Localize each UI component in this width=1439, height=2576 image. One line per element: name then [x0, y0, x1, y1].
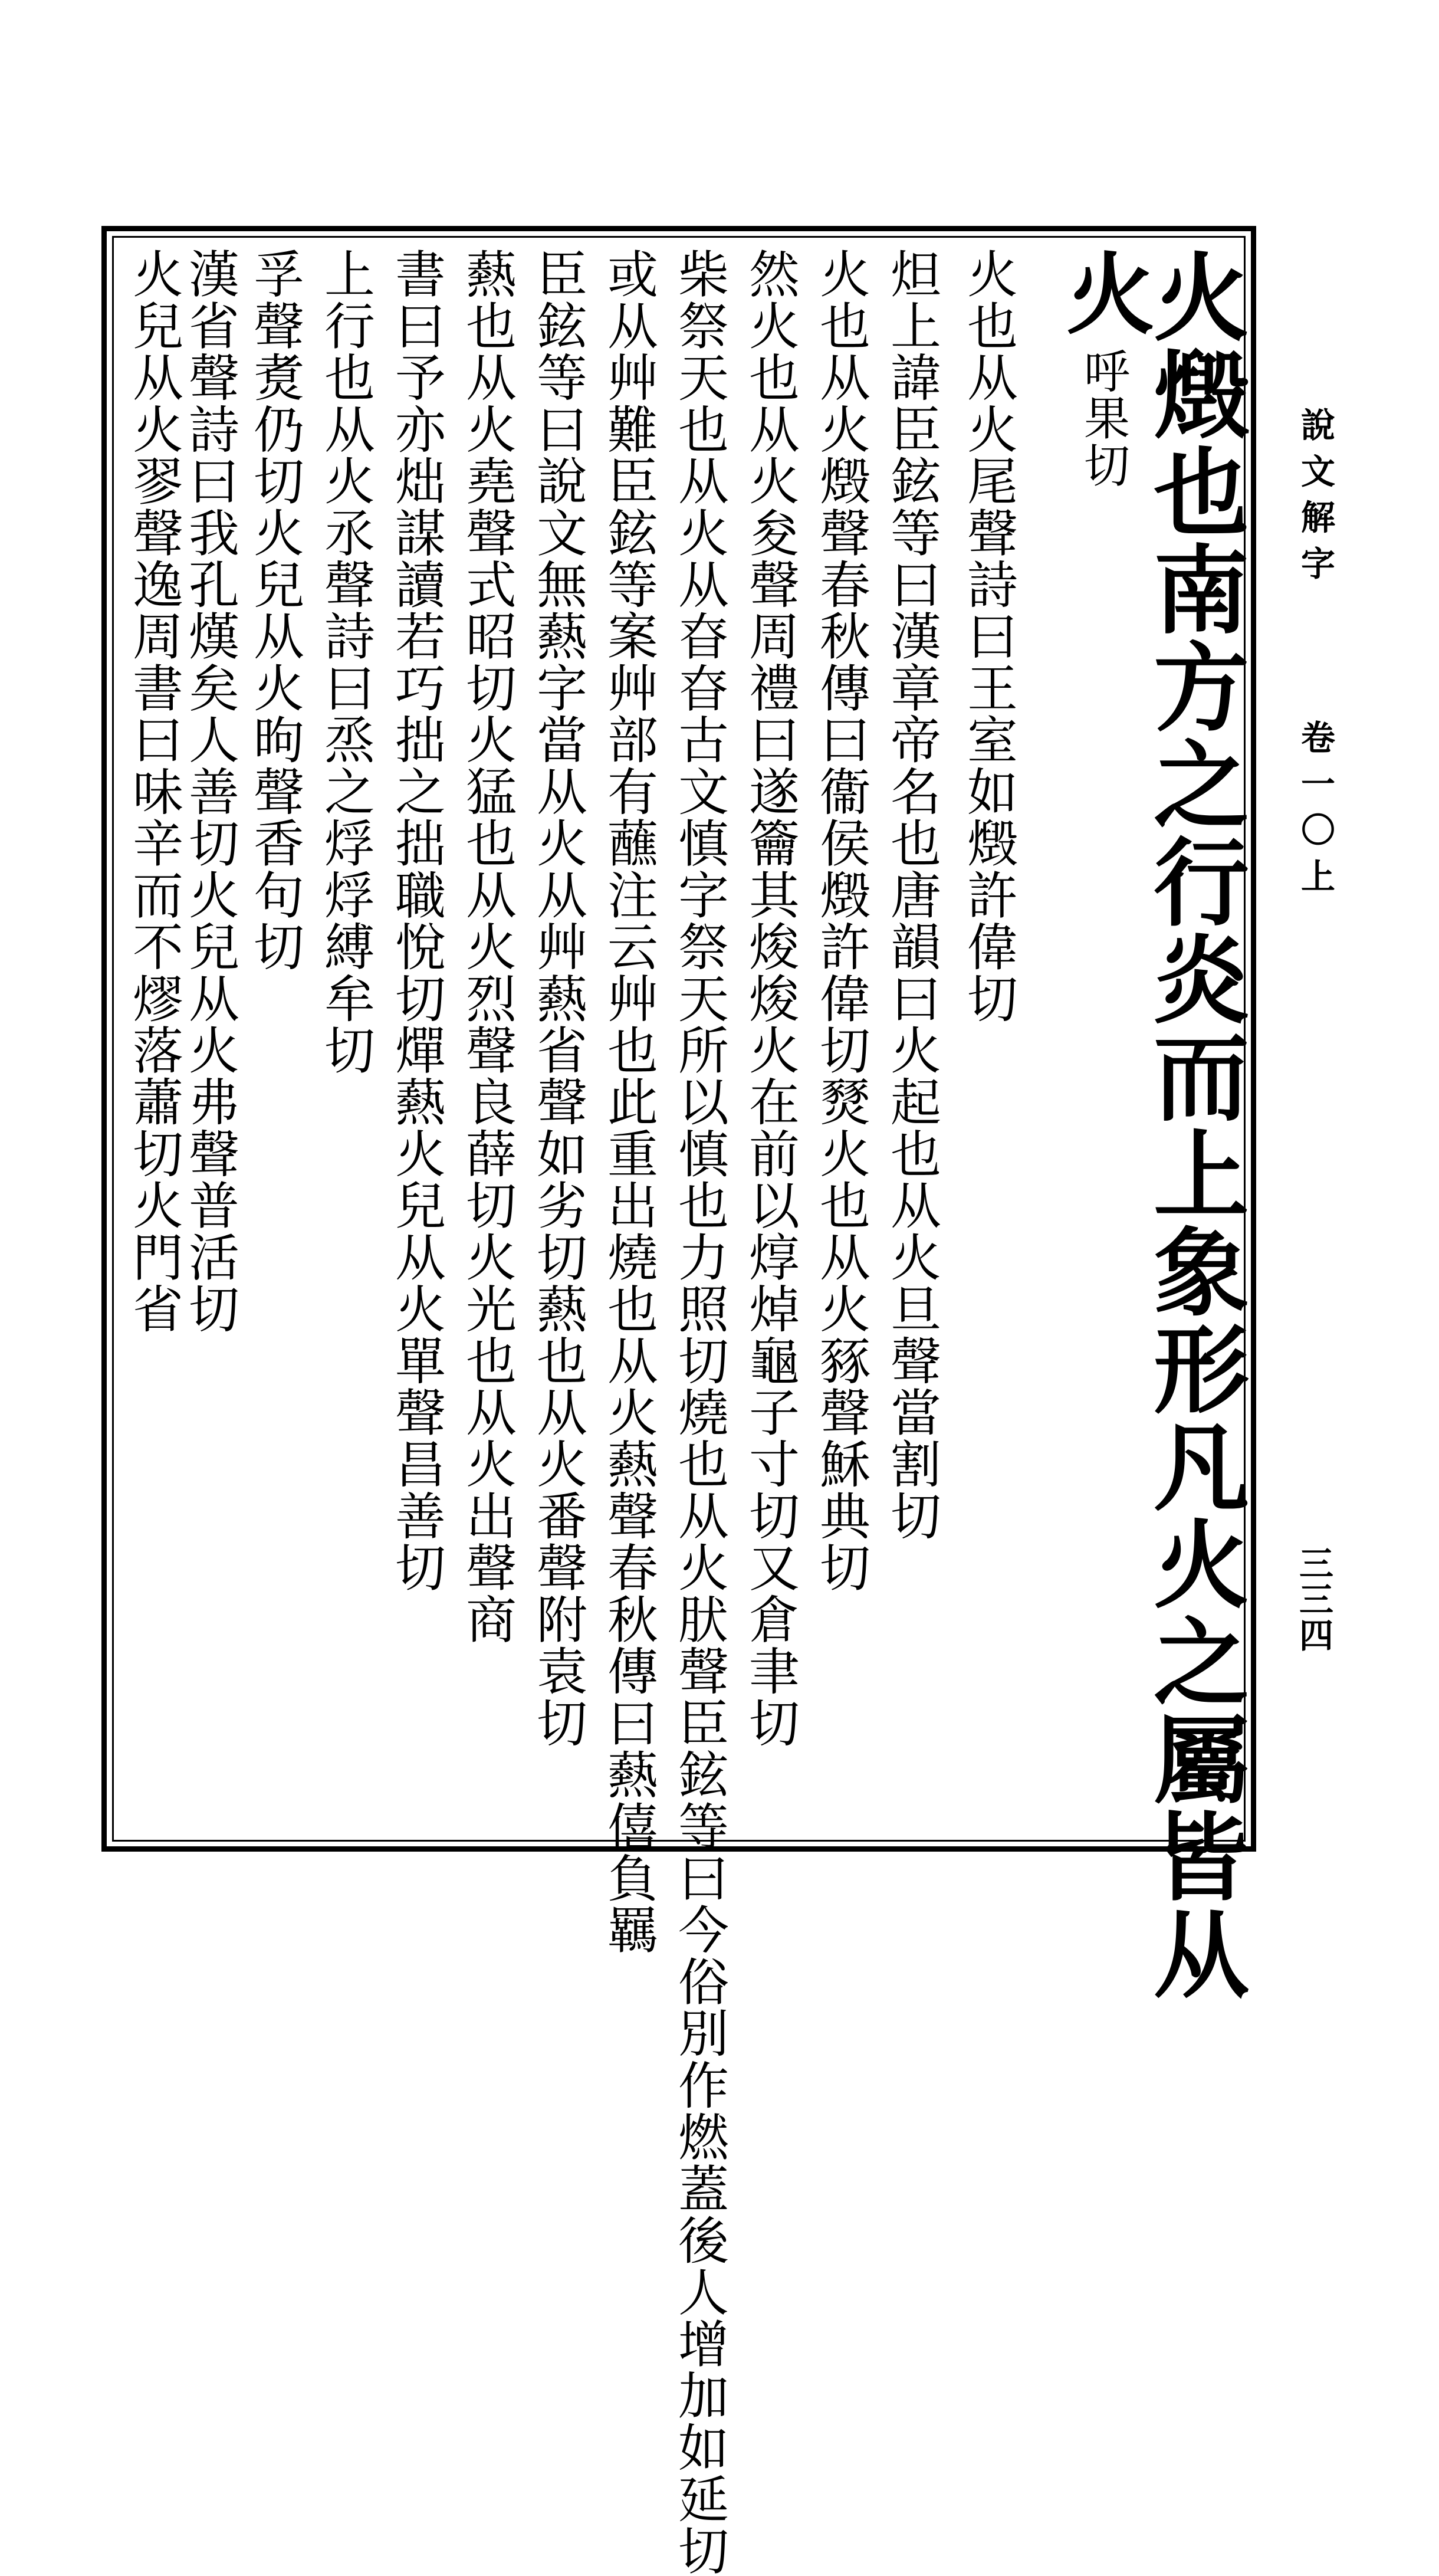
text-column-5: 柴祭天也从火从昚昚古文慎字祭天所以慎也力照切燒也从火肰聲臣鉉等曰今俗別作燃蓋後人增加如延切	[669, 248, 728, 2576]
text-column-1: 火也从火尾聲詩曰王室如燬許偉切	[958, 248, 1017, 1024]
entry-column	[1051, 248, 1155, 1829]
page-number: 三三四	[1293, 1545, 1333, 1653]
text-column-11: 孚聲煑仍切火兒从火昫聲香句切	[245, 248, 304, 973]
entry-reading: 呼果切	[1076, 347, 1129, 488]
text-column-9: 書曰予亦炪謀讀若巧拙之拙職悅切燀爇火兒从火單聲昌善切	[386, 248, 445, 1593]
text-column-8: 爇也从火堯聲式昭切火猛也从火烈聲良薛切火光也从火出聲商	[457, 248, 516, 1645]
section-header-column: 火燬也南方之行炎而上象形凡火之屬皆从	[1138, 248, 1250, 2003]
text-column-12: 漢省聲詩曰我孔熯矣人善切火兒从火弗聲普活切	[180, 248, 239, 1335]
text-column-7: 臣鉉等曰說文無爇字當从火从艸爇省聲如劣切爇也从火番聲附袁切	[528, 248, 587, 1748]
volume-label: 卷一〇上	[1295, 720, 1335, 905]
text-column-2: 炟上諱臣鉉等曰漢章帝名也唐韻曰火起也从火旦聲當割切	[882, 248, 941, 1541]
seal-character-huo: 火	[1051, 248, 1155, 336]
text-column-10: 上行也从火氶聲詩曰烝之烰烰縛牟切	[316, 248, 374, 1076]
text-column-3: 火也从火燬聲春秋傳曰衞侯燬許偉切燹火也从火豩聲穌典切	[811, 248, 870, 1593]
text-column-13: 火兒从火翏聲逸周書曰味辛而不熮落蕭切火門省	[124, 248, 183, 1335]
text-column-6: 或从艸難臣鉉等案艸部有蘸注云艸也此重出燒也从火爇聲春秋傳曰爇僖負羈	[599, 248, 658, 1955]
book-title: 說文解字	[1295, 407, 1335, 592]
text-column-4: 然火也从火夋聲周禮曰遂籥其焌焌火在前以焞焯龜子寸切又倉聿切	[740, 248, 799, 1748]
